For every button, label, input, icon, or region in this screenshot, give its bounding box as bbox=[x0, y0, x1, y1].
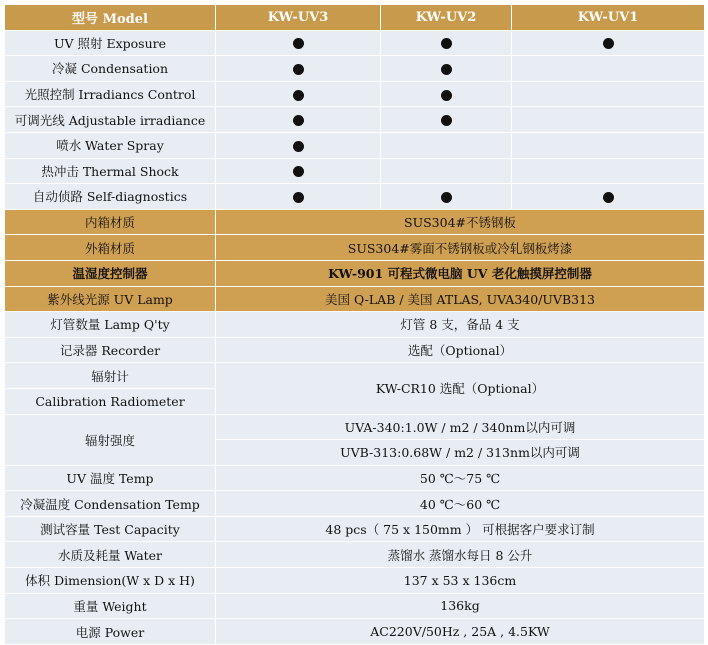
feature-uv1-cell bbox=[512, 56, 705, 82]
feature-uv2-cell bbox=[381, 107, 512, 133]
feature-uv2-cell bbox=[381, 158, 512, 184]
spec-label: 电源 Power bbox=[5, 619, 216, 645]
feature-row bbox=[5, 81, 705, 107]
spec-value: 48 pcs（ 75 x 150mm ） 可根据客户要求订制 bbox=[216, 516, 705, 542]
filled-dot-icon bbox=[293, 115, 304, 126]
spec-row bbox=[5, 235, 705, 261]
filled-dot-icon bbox=[293, 141, 304, 152]
spec-value: KW-CR10 选配（Optional） bbox=[216, 363, 705, 414]
feature-uv3-cell bbox=[216, 56, 381, 82]
spec-label: 水质及耗量 Water bbox=[5, 542, 216, 568]
spec-value: 50 ℃～75 ℃ bbox=[216, 465, 705, 491]
spec-value: 选配（Optional） bbox=[216, 337, 705, 363]
feature-uv1-cell bbox=[512, 132, 705, 158]
spec-row bbox=[5, 491, 705, 517]
spec-row bbox=[5, 414, 705, 440]
feature-uv1-cell bbox=[512, 184, 705, 210]
spec-value-sub: UVB-313:0.68W / m2 / 313nm以内可调 bbox=[216, 440, 705, 466]
feature-label: UV 照射 Exposure bbox=[5, 30, 216, 56]
feature-label: 自动侦路 Self-diagnostics bbox=[5, 184, 216, 210]
feature-uv2-cell bbox=[381, 30, 512, 56]
filled-dot-icon bbox=[441, 38, 452, 49]
spec-value: 蒸馏水 蒸馏水每日 8 公升 bbox=[216, 542, 705, 568]
spec-label: 紫外线光源 UV Lamp bbox=[5, 286, 216, 312]
feature-label: 冷凝 Condensation bbox=[5, 56, 216, 82]
filled-dot-icon bbox=[603, 38, 614, 49]
spec-value: 灯管 8 支，备品 4 支 bbox=[216, 312, 705, 338]
feature-uv1-cell bbox=[512, 81, 705, 107]
feature-uv3-cell bbox=[216, 107, 381, 133]
feature-uv3-cell bbox=[216, 30, 381, 56]
filled-dot-icon bbox=[441, 90, 452, 101]
spec-row bbox=[5, 337, 705, 363]
feature-uv1-cell bbox=[512, 158, 705, 184]
spec-label: 重量 Weight bbox=[5, 593, 216, 619]
spec-row bbox=[5, 363, 705, 389]
filled-dot-icon bbox=[293, 166, 304, 177]
spec-value: SUS304#不锈钢板 bbox=[216, 209, 705, 235]
spec-value: SUS304#雾面不锈钢板或冷轧钢板烤漆 bbox=[216, 235, 705, 261]
header-kw-uv2: KW-UV2 bbox=[381, 5, 512, 31]
spec-label: 外箱材质 bbox=[5, 235, 216, 261]
feature-row bbox=[5, 184, 705, 210]
spec-label: 测试容量 Test Capacity bbox=[5, 516, 216, 542]
spec-value: KW-901 可程式微电脑 UV 老化触摸屏控制器 bbox=[216, 260, 705, 286]
feature-uv3-cell bbox=[216, 184, 381, 210]
feature-uv1-cell bbox=[512, 107, 705, 133]
spec-value: AC220V/50Hz , 25A , 4.5KW bbox=[216, 619, 705, 645]
header-model: 型号 Model bbox=[5, 5, 216, 31]
spec-row bbox=[5, 542, 705, 568]
spec-label: 温湿度控制器 bbox=[5, 260, 216, 286]
feature-row bbox=[5, 30, 705, 56]
spec-label: 记录器 Recorder bbox=[5, 337, 216, 363]
feature-uv3-cell bbox=[216, 158, 381, 184]
spec-value: 137 x 53 x 136cm bbox=[216, 568, 705, 594]
spec-row bbox=[5, 465, 705, 491]
spec-row bbox=[5, 568, 705, 594]
spec-row bbox=[5, 593, 705, 619]
feature-label: 可调光线 Adjustable irradiance bbox=[5, 107, 216, 133]
header-kw-uv1: KW-UV1 bbox=[512, 5, 705, 31]
spec-row bbox=[5, 209, 705, 235]
filled-dot-icon bbox=[441, 64, 452, 75]
spec-label: 灯管数量 Lamp Q'ty bbox=[5, 312, 216, 338]
spec-value: 40 ℃～60 ℃ bbox=[216, 491, 705, 517]
spec-row bbox=[5, 312, 705, 338]
spec-row bbox=[5, 260, 705, 286]
feature-uv2-cell bbox=[381, 81, 512, 107]
feature-row bbox=[5, 158, 705, 184]
spec-value: 美国 Q-LAB / 美国 ATLAS, UVA340/UVB313 bbox=[216, 286, 705, 312]
filled-dot-icon bbox=[441, 115, 452, 126]
spec-label: 辐射计 bbox=[5, 363, 216, 389]
feature-uv3-cell bbox=[216, 81, 381, 107]
feature-label: 热冲击 Thermal Shock bbox=[5, 158, 216, 184]
feature-uv2-cell bbox=[381, 184, 512, 210]
spec-table bbox=[4, 4, 705, 645]
feature-label: 喷水 Water Spray bbox=[5, 132, 216, 158]
feature-uv1-cell bbox=[512, 30, 705, 56]
filled-dot-icon bbox=[293, 192, 304, 203]
header-kw-uv3: KW-UV3 bbox=[216, 5, 381, 31]
filled-dot-icon bbox=[293, 38, 304, 49]
spec-row bbox=[5, 516, 705, 542]
filled-dot-icon bbox=[293, 90, 304, 101]
feature-row bbox=[5, 132, 705, 158]
header-row bbox=[5, 5, 705, 31]
feature-uv2-cell bbox=[381, 56, 512, 82]
feature-label: 光照控制 Irradiancs Control bbox=[5, 81, 216, 107]
spec-value: UVA-340:1.0W / m2 / 340nm以内可调 bbox=[216, 414, 705, 440]
filled-dot-icon bbox=[441, 192, 452, 203]
spec-label-sub: Calibration Radiometer bbox=[5, 388, 216, 414]
spec-label: 体积 Dimension(W x D x H) bbox=[5, 568, 216, 594]
spec-label: 内箱材质 bbox=[5, 209, 216, 235]
feature-uv2-cell bbox=[381, 132, 512, 158]
feature-row bbox=[5, 56, 705, 82]
spec-label: 冷凝温度 Condensation Temp bbox=[5, 491, 216, 517]
feature-uv3-cell bbox=[216, 132, 381, 158]
feature-row bbox=[5, 107, 705, 133]
spec-value: 136kg bbox=[216, 593, 705, 619]
spec-label: UV 温度 Temp bbox=[5, 465, 216, 491]
spec-row bbox=[5, 286, 705, 312]
filled-dot-icon bbox=[293, 64, 304, 75]
spec-label: 辐射强度 bbox=[5, 414, 216, 465]
filled-dot-icon bbox=[603, 192, 614, 203]
